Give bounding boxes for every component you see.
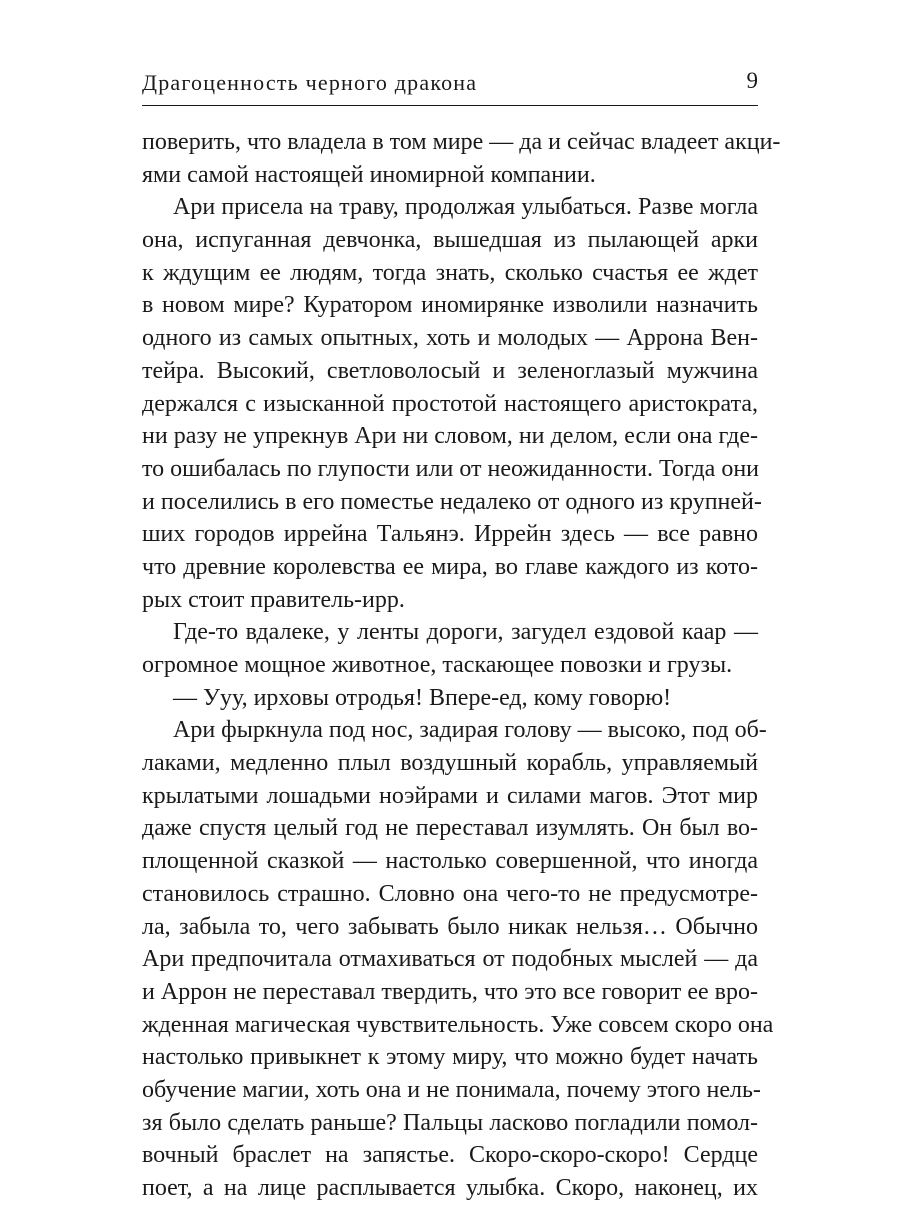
header-rule: [142, 105, 758, 106]
text-line: лаками, медленно плыл воздушный корабль, управляемый: [142, 750, 758, 777]
text-line: и Аррон не переставал твердить, что это все говорит ее вро-: [142, 978, 758, 1005]
text-line: ями самой настоящей иномирной компании.: [142, 161, 596, 188]
page-header: [142, 64, 758, 102]
text-line: Ари фыркнула под нос, задирая голову — высоко, под об-: [173, 717, 767, 744]
text-line: держался с изысканной простотой настоящего аристократа,: [142, 390, 758, 417]
text-line: жденная магическая чувствительность. Уже совсем скоро она: [142, 1011, 774, 1038]
text-line: то ошибалась по глупости или от неожиданности. Тогда они: [142, 455, 760, 482]
text-line: тейра. Высокий, светловолосый и зеленоглазый мужчина: [142, 357, 758, 384]
body-text: [142, 126, 781, 1205]
text-line: — Ууу, ирховы отродья! Впере-ед, кому говорю!: [173, 684, 672, 711]
text-line: вочный браслет на запястье. Скоро-скоро-скоро! Сердце: [142, 1142, 758, 1169]
text-line: ни разу не упрекнув Ари ни словом, ни делом, если она где-: [142, 423, 758, 450]
text-line: Ари предпочитала отмахиваться от подобных мыслей — да: [142, 946, 758, 973]
text-line: даже спустя целый год не переставал изумлять. Он был во-: [142, 815, 758, 842]
page-number: 9: [746, 68, 758, 93]
text-line: становилось страшно. Словно она чего-то не предусмотре-: [142, 880, 758, 907]
running-title: Драгоценность черного дракона: [142, 70, 478, 95]
text-line: зя было сделать раньше? Пальцы ласково погладили помол-: [142, 1109, 758, 1136]
text-line: настолько привыкнет к этому миру, что можно будет начать: [142, 1044, 758, 1071]
text-line: ших городов иррейна Тальянэ. Иррейн здесь — все равно: [142, 521, 758, 548]
text-line: огромное мощное животное, таскающее повозки и грузы.: [142, 652, 733, 678]
text-line: и поселились в его поместье недалеко от одного из крупней-: [142, 488, 762, 515]
text-line: крылатыми лошадьми ноэйрами и силами магов. Этот мир: [142, 782, 758, 809]
text-line: Где-то вдалеке, у ленты дороги, загудел ездовой каар —: [173, 619, 758, 646]
text-line: рых стоит правитель-ирр.: [142, 586, 405, 613]
text-line: одного из самых опытных, хоть и молодых — Аррона Вен-: [142, 325, 758, 352]
text-line: что древние королевства ее мира, во главе каждого из кото-: [142, 553, 758, 580]
text-line: она, испуганная девчонка, вышедшая из пылающей арки: [142, 227, 758, 254]
text-line: обучение магии, хоть она и не понимала, почему этого нель-: [142, 1076, 761, 1103]
text-line: к ждущим ее людям, тогда знать, сколько счастья ее ждет: [142, 259, 758, 286]
text-line: в новом мире? Куратором иномирянке изволили назначить: [142, 292, 758, 319]
text-line: поет, а на лице расплывается улыбка. Скоро, наконец, их: [142, 1175, 758, 1201]
text-line: площенной сказкой — настолько совершенной, что иногда: [142, 848, 758, 875]
text-line: поверить, что владела в том мире — да и сейчас владеет акци-: [142, 129, 781, 155]
text-line: Ари присела на траву, продолжая улыбаться. Разве могла: [173, 194, 758, 221]
text-line: ла, забыла то, чего забывать было никак нельзя… Обычно: [142, 913, 758, 940]
